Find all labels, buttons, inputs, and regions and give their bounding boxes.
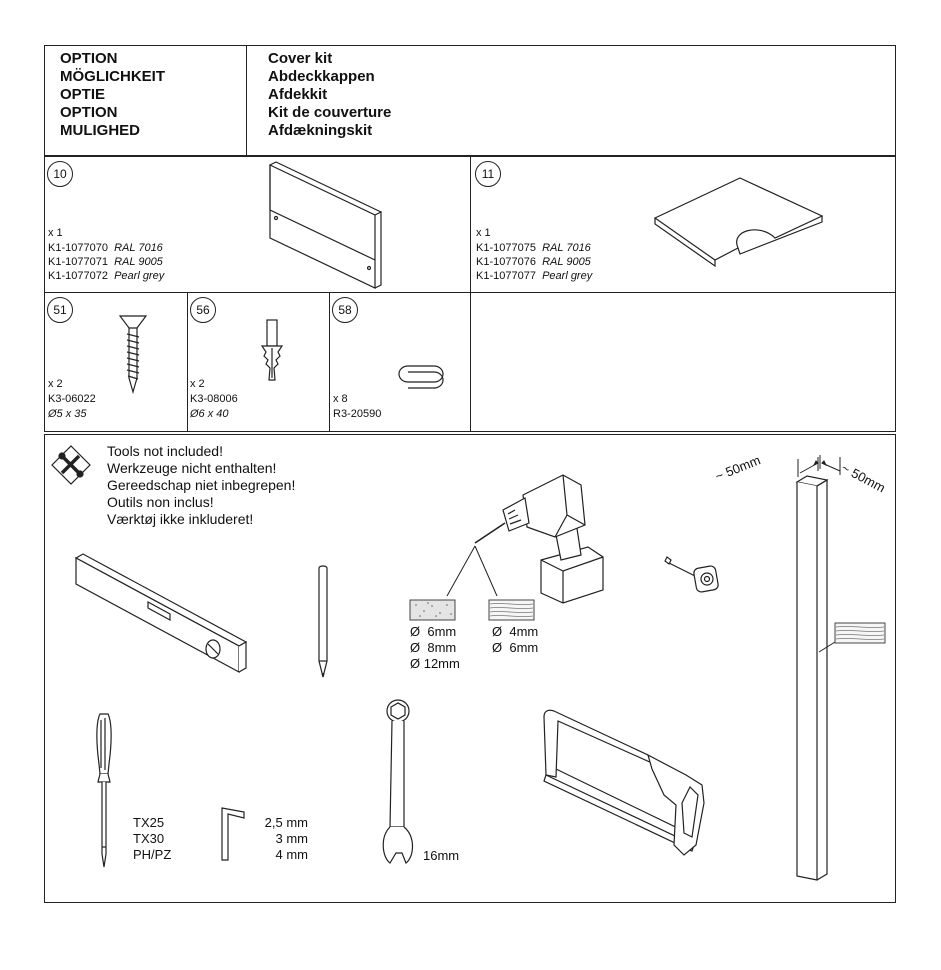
tools-notice-fr: Outils non inclus!: [107, 494, 214, 510]
part-code: K1-1077077: [476, 270, 536, 282]
option-label-fr: OPTION: [60, 104, 118, 121]
screwdriver-bits: [133, 815, 171, 863]
dimension-right: ~ 50mm: [838, 460, 888, 496]
option-label-en: OPTION: [60, 50, 118, 67]
hex-key-sizes: [256, 815, 308, 863]
drill-size: Ø 4mm: [492, 624, 539, 639]
tools-notice-da: Værktøj ikke inkluderet!: [107, 511, 254, 527]
pencil-drawing: [313, 563, 333, 683]
wrench-size: 16mm: [423, 848, 460, 863]
kit-title-en: Cover kit: [268, 50, 333, 67]
parts-col-divider-main: [470, 156, 471, 432]
part-number-11: 11: [475, 161, 501, 187]
drill-size: Ø 6mm: [492, 640, 539, 655]
part-11-qty: x 1: [476, 227, 491, 239]
kit-title-nl: Afdekkit: [268, 86, 328, 103]
part-number-51: 51: [47, 297, 73, 323]
option-labels: [60, 50, 165, 140]
drill-size: Ø 8mm: [410, 640, 457, 655]
part-color: RAL 7016: [542, 242, 591, 254]
hex-size: 4 mm: [275, 847, 308, 862]
wall-plug-56-drawing: [258, 318, 288, 388]
part-code: K1-1077071: [48, 256, 108, 268]
header-divider: [246, 45, 247, 156]
cover-plate-10-drawing: [265, 160, 385, 290]
hex-key-drawing: [218, 804, 248, 864]
kit-titles: [268, 50, 391, 140]
kit-title-de: Abdeckkappen: [268, 68, 375, 85]
wrench-drawing: [378, 697, 418, 867]
option-label-da: MULIGHED: [60, 122, 140, 139]
post-wood-sample-icon: [834, 622, 889, 646]
hex-size: 2,5 mm: [264, 815, 308, 830]
kit-title-fr: Kit de couverture: [268, 104, 392, 121]
option-label-nl: OPTIE: [60, 86, 106, 103]
part-number-58: 58: [332, 297, 358, 323]
part-code: K1-1077072: [48, 270, 108, 282]
tape-measure-drawing: [663, 555, 723, 595]
screw-51-drawing: [118, 314, 148, 394]
part-11-info: [476, 227, 592, 283]
drill-guide-lines: [435, 544, 515, 604]
spirit-level-drawing: [74, 556, 254, 681]
parts-col-divider-2: [329, 292, 330, 432]
kit-title-da: Afdækningskit: [268, 122, 373, 139]
part-number-56: 56: [190, 297, 216, 323]
hacksaw-drawing: [524, 705, 724, 865]
part-color: RAL 9005: [542, 256, 591, 268]
dimension-left: ~ 50mm: [713, 452, 763, 484]
part-code: K1-1077070: [48, 242, 108, 254]
part-number-10: 10: [47, 161, 73, 187]
drill-bits-wood: [492, 624, 538, 656]
part-color: Pearl grey: [114, 270, 165, 282]
bit-size: PH/PZ: [133, 847, 172, 862]
part-51-spec: Ø5 x 35: [48, 408, 87, 420]
part-56-spec: Ø6 x 40: [190, 408, 229, 420]
parts-col-divider-1: [187, 292, 188, 432]
tools-notice-nl: Gereedschap niet inbegrepen!: [107, 477, 296, 493]
hex-size: 3 mm: [275, 831, 308, 846]
post-drawing: [795, 472, 835, 892]
drill-size: Ø 12mm: [410, 656, 460, 671]
part-10-info: [48, 227, 164, 283]
screwdriver-drawing: [90, 712, 120, 872]
part-58-qty: x 8: [333, 393, 348, 405]
drill-size: Ø 6mm: [410, 624, 457, 639]
part-color: Pearl grey: [542, 270, 593, 282]
drill-bits-stone: [410, 624, 460, 672]
part-color: RAL 9005: [114, 256, 163, 268]
part-51-qty: x 2: [48, 378, 63, 390]
part-58-code: R3-20590: [333, 408, 382, 420]
tools-warning-icon: [51, 445, 91, 485]
part-10-qty: x 1: [48, 227, 63, 239]
part-56-qty: x 2: [190, 378, 205, 390]
part-51-code: K3-06022: [48, 393, 96, 405]
cap-58-drawing: [398, 360, 448, 390]
header-box: [44, 45, 896, 156]
part-56-code: K3-08006: [190, 393, 238, 405]
bit-size: TX25: [133, 815, 165, 830]
part-color: RAL 7016: [114, 242, 163, 254]
top-cap-11-drawing: [650, 168, 830, 278]
tools-notice-de: Werkzeuge nicht enthalten!: [107, 460, 277, 476]
tools-notice: [107, 443, 295, 528]
part-code: K1-1077075: [476, 242, 536, 254]
part-56-info: [190, 378, 238, 421]
part-58-info: [333, 393, 381, 421]
part-51-info: [48, 378, 96, 421]
option-label-de: MÖGLICHKEIT: [60, 68, 165, 85]
wood-sample-icon: [488, 599, 536, 621]
bit-size: TX30: [133, 831, 165, 846]
part-code: K1-1077076: [476, 256, 536, 268]
masonry-sample-icon: [409, 599, 457, 621]
tools-notice-en: Tools not included!: [107, 443, 223, 459]
